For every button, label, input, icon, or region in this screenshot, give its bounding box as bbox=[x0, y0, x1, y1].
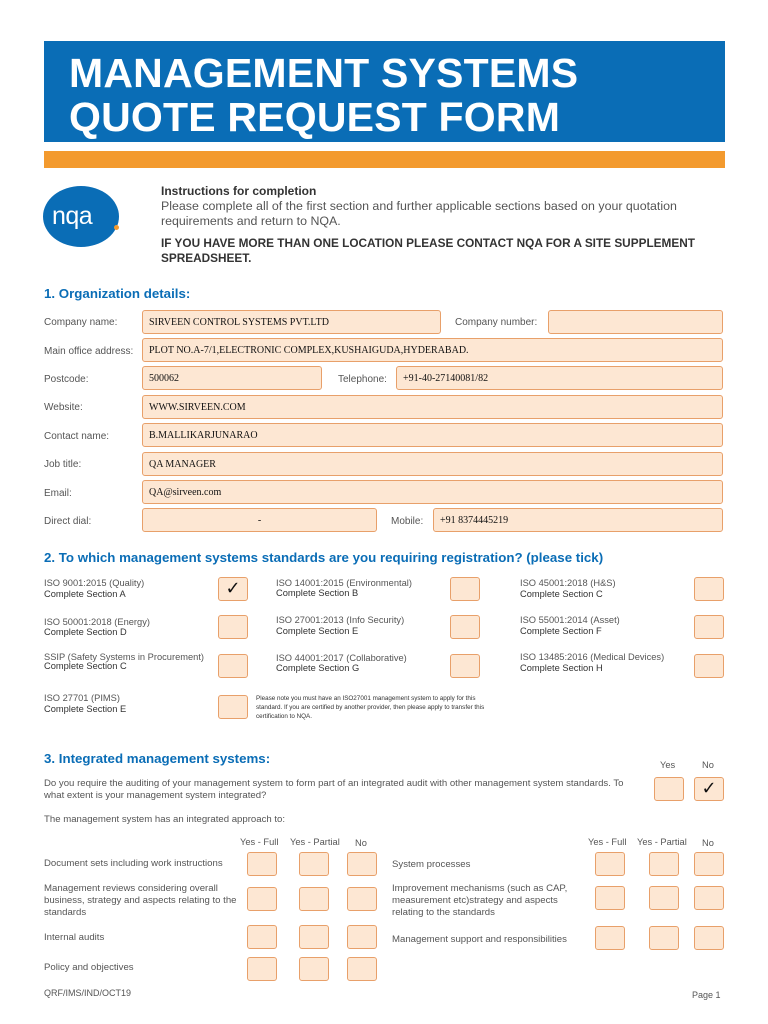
standard-iso27701-name: ISO 27701 (PIMS) bbox=[44, 693, 120, 703]
approach-item-management-reviews: Management reviews considering overall business, strategy and aspects relating to the standards bbox=[44, 883, 237, 918]
standard-iso9001-name: ISO 9001:2015 (Quality) bbox=[44, 578, 145, 588]
section-2-title: 2. To which management systems standards are you requiring registration? (please tick) bbox=[44, 550, 604, 565]
postcode-field[interactable]: 500062 bbox=[142, 366, 322, 390]
standard-iso27701-section: Complete Section E bbox=[44, 704, 127, 714]
direct-dial-field[interactable]: - bbox=[142, 508, 377, 532]
standard-iso45001-name: ISO 45001:2018 (H&S) bbox=[520, 578, 616, 588]
standard-iso55001-checkbox[interactable] bbox=[694, 615, 724, 639]
document-sets-full-checkbox[interactable] bbox=[247, 852, 277, 876]
mobile-field[interactable]: +91 8374445219 bbox=[433, 508, 723, 532]
title-line-1: MANAGEMENT SYSTEMS bbox=[69, 50, 579, 96]
direct-dial-label: Direct dial: bbox=[44, 516, 92, 527]
policy-objectives-partial-checkbox[interactable] bbox=[299, 957, 329, 981]
main-office-field[interactable]: PLOT NO.A-7/1,ELECTRONIC COMPLEX,KUSHAIGUDA,HYDERABAD. bbox=[142, 338, 723, 362]
improvement-mechanisms-partial-checkbox[interactable] bbox=[649, 886, 679, 910]
instructions-location-note: IF YOU HAVE MORE THAN ONE LOCATION PLEASE CONTACT NQA FOR A SITE SUPPLEMENT SPREADSHEET. bbox=[161, 236, 695, 265]
logo-text: nqa bbox=[52, 202, 93, 230]
logo-dot-icon bbox=[114, 225, 119, 230]
instructions-body: Please complete all of the first section and further applicable sections based on your quotation requirements and return to NQA. bbox=[161, 199, 677, 228]
page-number: Page 1 bbox=[692, 990, 721, 1000]
form-code: QRF/IMS/IND/OCT19 bbox=[44, 988, 132, 998]
system-processes-partial-checkbox[interactable] bbox=[649, 852, 679, 876]
job-title-field[interactable]: QA MANAGER bbox=[142, 452, 723, 476]
standard-iso44001-name: ISO 44001:2017 (Collaborative) bbox=[276, 653, 407, 663]
standard-iso13485-name: ISO 13485:2016 (Medical Devices) bbox=[520, 652, 665, 662]
left-col-header-no: No bbox=[355, 838, 367, 848]
title-line-2: QUOTE REQUEST FORM bbox=[69, 94, 561, 140]
approach-item-document-sets: Document sets including work instructions bbox=[44, 858, 223, 869]
right-col-header-partial: Yes - Partial bbox=[637, 837, 687, 847]
improvement-mechanisms-no-checkbox[interactable] bbox=[694, 886, 724, 910]
approach-item-system-processes: System processes bbox=[392, 859, 471, 870]
standard-iso55001-name: ISO 55001:2014 (Asset) bbox=[520, 615, 620, 625]
job-title-label: Job title: bbox=[44, 459, 82, 470]
telephone-label: Telephone: bbox=[338, 374, 387, 385]
standard-iso27001-checkbox[interactable] bbox=[450, 615, 480, 639]
iso27701-note: Please note you must have an ISO27001 management system to apply for this standard. If you are certified by another provider, then please apply to transfer this certification to NQA. bbox=[256, 695, 485, 720]
standard-iso9001-section: Complete Section A bbox=[44, 589, 126, 599]
left-col-header-full: Yes - Full bbox=[240, 837, 279, 847]
approach-item-improvement-mechanisms: Improvement mechanisms (such as CAP, measurement etc)strategy and aspects relating to the standards bbox=[392, 883, 568, 918]
standard-iso45001-checkbox[interactable] bbox=[694, 577, 724, 601]
document-sets-no-checkbox[interactable] bbox=[347, 852, 377, 876]
standard-iso45001-section: Complete Section C bbox=[520, 589, 603, 599]
company-number-field[interactable] bbox=[548, 310, 723, 334]
approach-item-internal-audits: Internal audits bbox=[44, 932, 105, 943]
system-processes-no-checkbox[interactable] bbox=[694, 852, 724, 876]
instructions-heading: Instructions for completion bbox=[161, 184, 317, 198]
integrated-no-checkbox[interactable]: ✓ bbox=[694, 777, 724, 801]
management-reviews-full-checkbox[interactable] bbox=[247, 887, 277, 911]
integrated-yes-checkbox[interactable] bbox=[654, 777, 684, 801]
standard-iso27001-section: Complete Section E bbox=[276, 626, 359, 636]
management-reviews-no-checkbox[interactable] bbox=[347, 887, 377, 911]
standard-iso44001-checkbox[interactable] bbox=[450, 654, 480, 678]
standard-iso27001-name: ISO 27001:2013 (Info Security) bbox=[276, 615, 405, 625]
page-title bbox=[69, 51, 578, 139]
email-field[interactable]: QA@sirveen.com bbox=[142, 480, 723, 504]
contact-name-field[interactable]: B.MALLIKARJUNARAO bbox=[142, 423, 723, 447]
company-name-label: Company name: bbox=[44, 317, 118, 328]
standard-ssip-section: Complete Section C bbox=[44, 661, 127, 671]
system-processes-full-checkbox[interactable] bbox=[595, 852, 625, 876]
integrated-no-header: No bbox=[702, 760, 714, 770]
postcode-label: Postcode: bbox=[44, 374, 89, 385]
management-reviews-partial-checkbox[interactable] bbox=[299, 887, 329, 911]
standard-iso55001-section: Complete Section F bbox=[520, 626, 602, 636]
left-col-header-partial: Yes - Partial bbox=[290, 837, 340, 847]
website-label: Website: bbox=[44, 402, 83, 413]
standard-iso44001-section: Complete Section G bbox=[276, 663, 360, 673]
contact-name-label: Contact name: bbox=[44, 431, 110, 442]
standard-iso50001-checkbox[interactable] bbox=[218, 615, 248, 639]
section-3-title: 3. Integrated management systems: bbox=[44, 751, 271, 766]
integrated-approach-text: The management system has an integrated approach to: bbox=[44, 814, 286, 825]
standard-ssip-name: SSIP (Safety Systems in Procurement) bbox=[44, 652, 204, 662]
internal-audits-partial-checkbox[interactable] bbox=[299, 925, 329, 949]
standard-ssip-checkbox[interactable] bbox=[218, 654, 248, 678]
company-number-label: Company number: bbox=[455, 317, 538, 328]
right-col-header-full: Yes - Full bbox=[588, 837, 627, 847]
management-support-full-checkbox[interactable] bbox=[595, 926, 625, 950]
management-support-partial-checkbox[interactable] bbox=[649, 926, 679, 950]
improvement-mechanisms-full-checkbox[interactable] bbox=[595, 886, 625, 910]
website-field[interactable]: WWW.SIRVEEN.COM bbox=[142, 395, 723, 419]
standard-iso13485-checkbox[interactable] bbox=[694, 654, 724, 678]
management-support-no-checkbox[interactable] bbox=[694, 926, 724, 950]
standard-iso50001-section: Complete Section D bbox=[44, 627, 127, 637]
accent-bar bbox=[44, 151, 725, 168]
policy-objectives-full-checkbox[interactable] bbox=[247, 957, 277, 981]
approach-item-policy-objectives: Policy and objectives bbox=[44, 962, 134, 973]
internal-audits-no-checkbox[interactable] bbox=[347, 925, 377, 949]
standard-iso14001-checkbox[interactable] bbox=[450, 577, 480, 601]
integrated-question: Do you require the auditing of your management system to form part of an integrated audit with other management system standards. To what extent is your management system integrated? bbox=[44, 778, 624, 801]
telephone-field[interactable]: +91-40-27140081/82 bbox=[396, 366, 723, 390]
standard-iso14001-section: Complete Section B bbox=[276, 588, 359, 598]
section-1-title: 1. Organization details: bbox=[44, 286, 191, 301]
company-name-field[interactable]: SIRVEEN CONTROL SYSTEMS PVT.LTD bbox=[142, 310, 441, 334]
integrated-yes-header: Yes bbox=[660, 760, 676, 770]
policy-objectives-no-checkbox[interactable] bbox=[347, 957, 377, 981]
mobile-label: Mobile: bbox=[391, 516, 424, 527]
email-label: Email: bbox=[44, 488, 72, 499]
standard-iso13485-section: Complete Section H bbox=[520, 663, 603, 673]
standard-iso9001-checkbox[interactable]: ✓ bbox=[218, 577, 248, 601]
standard-iso27701-checkbox[interactable] bbox=[218, 695, 248, 719]
standard-iso50001-name: ISO 50001:2018 (Energy) bbox=[44, 617, 150, 627]
main-office-label: Main office address: bbox=[44, 346, 134, 357]
approach-item-management-support: Management support and responsibilities bbox=[392, 934, 567, 945]
right-col-header-no: No bbox=[702, 838, 714, 848]
internal-audits-full-checkbox[interactable] bbox=[247, 925, 277, 949]
document-sets-partial-checkbox[interactable] bbox=[299, 852, 329, 876]
standard-iso14001-name: ISO 14001:2015 (Environmental) bbox=[276, 578, 412, 588]
